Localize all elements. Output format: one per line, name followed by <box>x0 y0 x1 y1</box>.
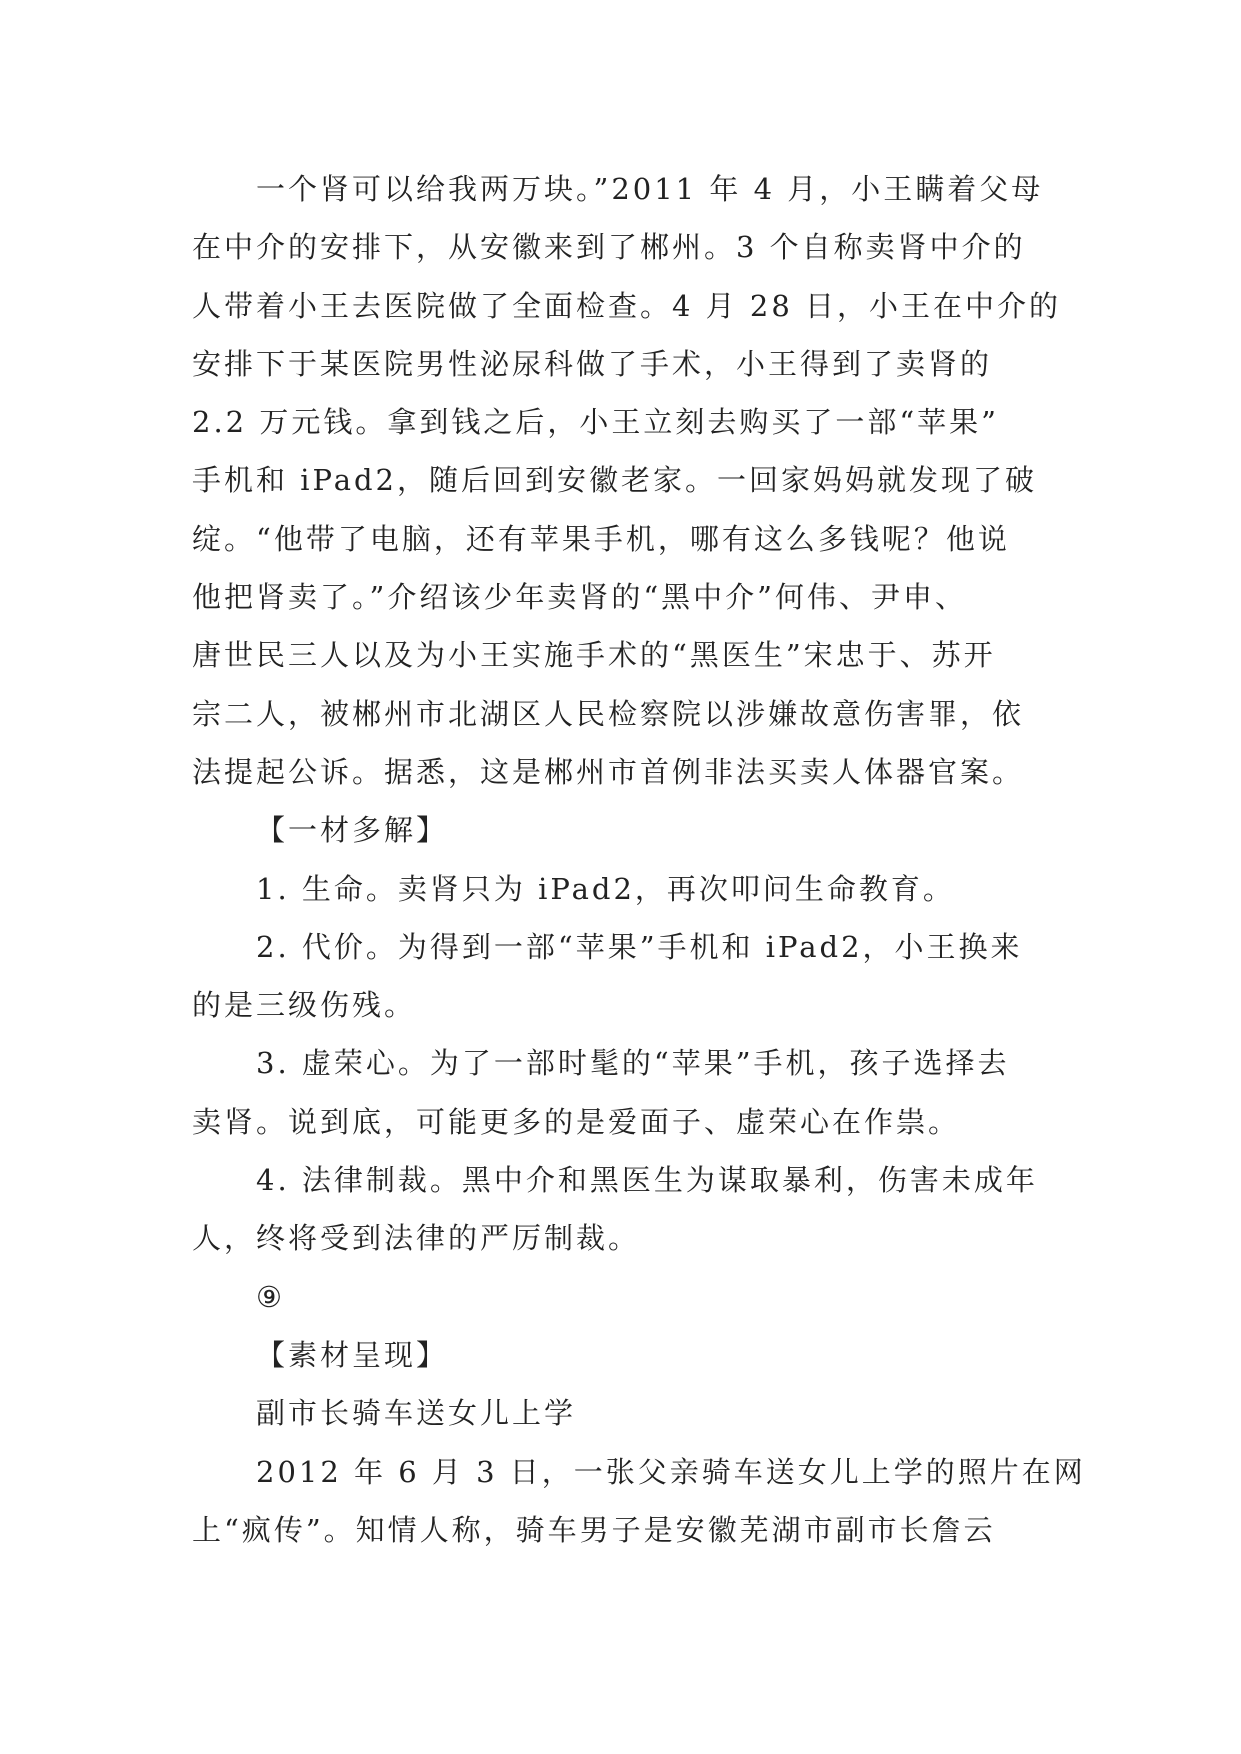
text-line: 他把肾卖了。”介绍该少年卖肾的“黑中介”何伟、尹申、 <box>192 580 967 615</box>
text-line: 安排下于某医院男性泌尿科做了手术，小王得到了卖肾的 <box>192 346 993 381</box>
article-title: 副市长骑车送女儿上学 <box>256 1396 577 1431</box>
text-line: 绽。“他带了电脑，还有苹果手机，哪有这么多钱呢？他说 <box>192 521 1010 556</box>
list-item: 3. 虚荣心。为了一部时髦的“苹果”手机，孩子选择去 <box>256 1046 1010 1081</box>
text-line: 在中介的安排下，从安徽来到了郴州。3 个自称卖肾中介的 <box>192 230 1026 265</box>
text-line: 上“疯传”。知情人称，骑车男子是安徽芜湖市副市长詹云 <box>192 1512 996 1547</box>
text-line: 法提起公诉。据悉，这是郴州市首例非法买卖人体器官案。 <box>192 754 1025 789</box>
list-item: 2. 代价。为得到一部“苹果”手机和 iPad2，小王换来 <box>256 929 1023 964</box>
list-item: 1. 生命。卖肾只为 iPad2，再次叩问生命教育。 <box>256 871 955 906</box>
list-item: 4. 法律制裁。黑中介和黑医生为谋取暴利，伤害未成年 <box>256 1163 1038 1198</box>
text-line: 2012 年 6 月 3 日，一张父亲骑车送女儿上学的照片在网 <box>256 1454 1086 1489</box>
section-heading: 【一材多解】 <box>256 813 449 848</box>
item-number: ⑨ <box>256 1279 285 1314</box>
text-line: 2.2 万元钱。拿到钱之后，小王立刻去购买了一部“苹果” <box>192 405 999 440</box>
text-line: 的是三级伤残。 <box>192 988 417 1023</box>
document-body <box>192 160 1086 1559</box>
text-line: 一个肾可以给我两万块。”2011 年 4 月，小王瞒着父母 <box>256 172 1044 206</box>
text-line: 人，终将受到法律的严厉制裁。 <box>192 1221 641 1256</box>
text-line: 手机和 iPad2，随后回到安徽老家。一回家妈妈就发现了破 <box>192 463 1038 498</box>
text-line: 卖肾。说到底，可能更多的是爱面子、虚荣心在作祟。 <box>192 1104 961 1139</box>
section-heading: 【素材呈现】 <box>256 1337 449 1372</box>
text-line: 人带着小王去医院做了全面检查。4 月 28 日，小王在中介的 <box>192 288 1062 323</box>
text-line: 宗二人，被郴州市北湖区人民检察院以涉嫌故意伤害罪，依 <box>192 696 1025 731</box>
text-line: 唐世民三人以及为小王实施手术的“黑医生”宋忠于、苏开 <box>192 638 996 673</box>
